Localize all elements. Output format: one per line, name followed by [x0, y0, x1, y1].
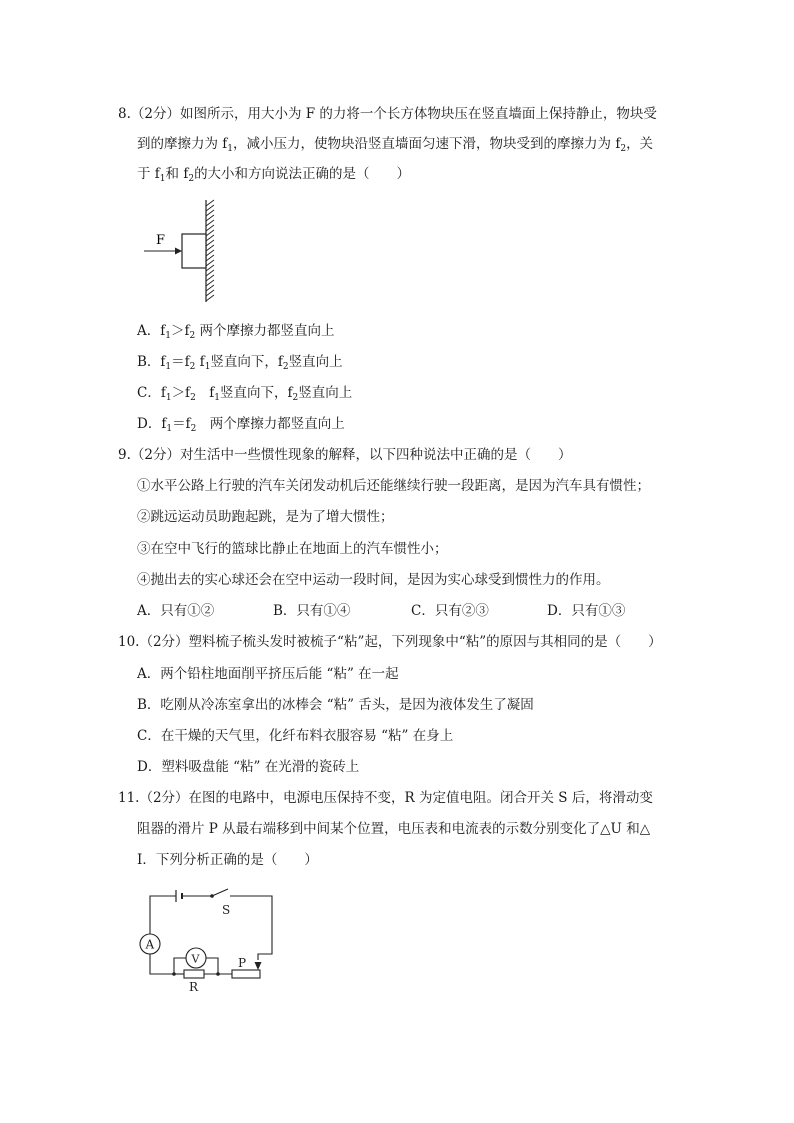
resistor [184, 970, 204, 978]
q8-stem-line1: 8.（2分）如图所示，用大小为 F 的力将一个长方体物块压在竖直墙面上保持静止，物块受 [118, 106, 657, 122]
q10-stem: 10.（2分）塑料梳子梳头发时被梳子“粘”起，下列现象中“粘”的原因与其相同的是（ ） [118, 634, 662, 650]
wall-hatching [206, 200, 214, 301]
q9-option-b: B．只有①④ [273, 603, 351, 619]
q8-option-b: B．$f_1=f_2$ $f_1$竖直向下，$f_2$竖直向上 [137, 354, 343, 372]
force-label: F [156, 233, 166, 248]
slider-label: P [238, 956, 247, 970]
q9-option-c: C．只有②③ [411, 603, 489, 619]
q11-stem-line1: 11.（2分）在图的电路中，电源电压保持不变，R 为定值电阻。闭合开关 S 后，将滑动变 [118, 790, 653, 806]
q8-stem-line3: 于 $f_1$和 $f_2$的大小和方向说法正确的是（ ） [137, 166, 411, 184]
q8-option-c: C．$f_1>f_2$ $f_1$竖直向下，$f_2$竖直向上 [137, 385, 353, 403]
q9-option-d: D．只有①③ [547, 603, 626, 619]
q8-stem-line2: 到的摩擦力为 $f_1$，减小压力，使物块沿竖直墙面匀速下滑，物块受到的摩擦力为 $f_2$，关 [137, 136, 654, 154]
q10-option-b: B．吃刚从冷冻室拿出的冰棒会 “粘” 舌头，是因为液体发生了凝固 [137, 697, 534, 713]
switch-blade [212, 889, 228, 896]
wire-right [230, 896, 272, 960]
wire-bottom-left [150, 954, 174, 974]
q8-wall-block-figure [140, 196, 230, 306]
q9-stem: 9.（2分）对生活中一些惯性现象的解释，以下四种说法中正确的是（ ） [118, 447, 572, 463]
voltmeter-label: V [191, 952, 200, 966]
q11-circuit-figure [134, 880, 284, 996]
q9-statement-2: ②跳远运动员助跑起跳，是为了增大惯性； [137, 509, 394, 525]
q9-statement-1: ①水平公路上行驶的汽车关闭发动机后还能继续行驶一段距离，是因为汽车具有惯性； [137, 478, 650, 494]
q9-statement-3: ③在空中飞行的篮球比静止在地面上的汽车惯性小； [137, 541, 448, 557]
q8-option-d: D．$f_1=f_2$ 两个摩擦力都竖直向上 [137, 416, 345, 434]
junction-left [172, 972, 176, 976]
q9-option-a: A．只有①② [137, 603, 215, 619]
block [182, 234, 206, 268]
wire-top-left [150, 896, 176, 934]
ammeter-label: A [145, 937, 155, 952]
q8-option-a: A．$f_1>f_2$ 两个摩擦力都竖直向上 [137, 323, 335, 341]
switch-label: S [222, 903, 231, 917]
wire-v-right [206, 958, 218, 974]
q9-statement-4: ④抛出去的实心球还会在空中运动一段时间，是因为实心球受到惯性力的作用。 [137, 572, 610, 588]
resistor-label: R [189, 980, 199, 994]
q10-option-c: C．在干燥的天气里，化纤布料衣服容易 “粘” 在身上 [137, 728, 454, 744]
slider-arrowhead [255, 962, 262, 970]
junction-right [216, 972, 220, 976]
q10-option-d: D．塑料吸盘能 “粘” 在光滑的瓷砖上 [137, 759, 360, 775]
q10-option-a: A．两个铅柱地面削平挤压后能 “粘” 在一起 [137, 666, 399, 682]
force-arrowhead [175, 248, 182, 255]
rheostat [232, 970, 260, 978]
switch-pivot [210, 894, 214, 898]
q11-stem-line3: I．下列分析正确的是（ ） [137, 852, 318, 868]
q11-stem-line2: 阻器的滑片 P 从最右端移到中间某个位置，电压表和电流表的示数分别变化了△U 和△ [137, 821, 651, 837]
